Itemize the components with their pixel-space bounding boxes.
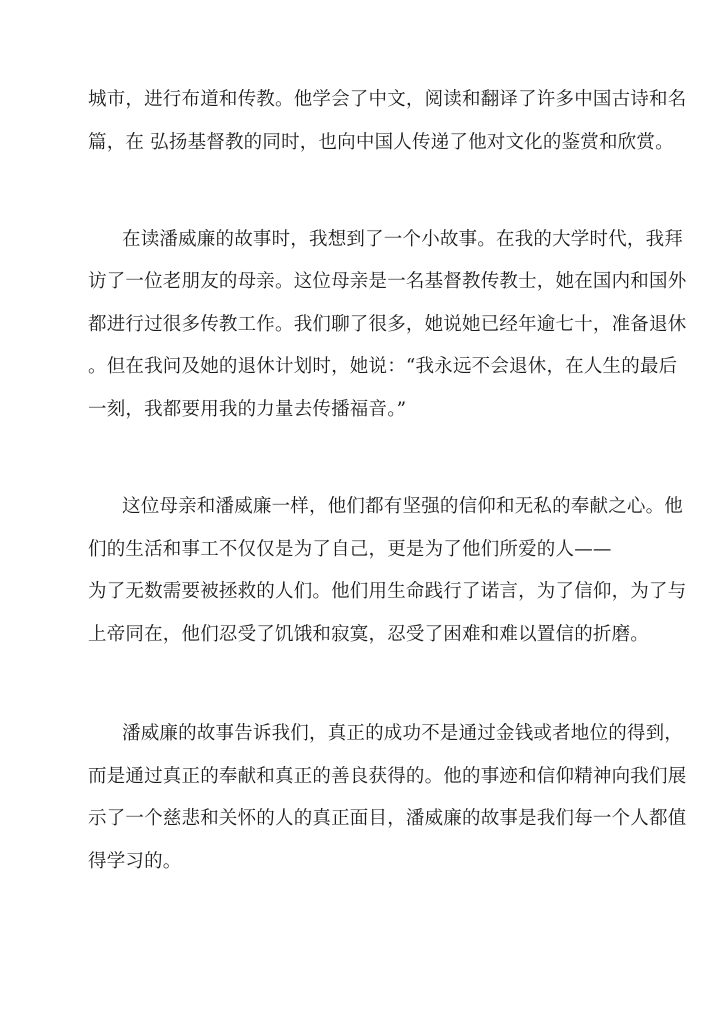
paragraph-3-line-4: 上帝同在，他们忍受了饥饿和寂寞，忍受了困难和难以置信的折磨。 [88, 624, 650, 645]
paragraph-3-line-2: 们的生活和事工不仅仅是为了自己，更是为了他们所爱的人—— [88, 539, 612, 560]
paragraph-4-line-3: 示了一个慈悲和关怀的人的真正面目，潘威廉的故事是我们每一个人都值 [88, 808, 687, 829]
paragraph-2-line-3: 都进行过很多传教工作。我们聊了很多，她说她已经年逾七十，准备退休 [88, 314, 687, 335]
paragraph-1-line-1: 城市，进行布道和传教。他学会了中文，阅读和翻译了许多中国古诗和名 [88, 89, 687, 110]
paragraph-4-line-2: 而是通过真正的奉献和真正的善良获得的。他的事迹和信仰精神向我们展 [88, 766, 687, 787]
paragraph-4-line-1: 潘威廉的故事告诉我们，真正的成功不是通过金钱或者地位的得到， [122, 723, 684, 744]
paragraph-4-line-4: 得学习的。 [88, 851, 182, 872]
paragraph-3-line-1: 这位母亲和潘威廉一样，他们都有坚强的信仰和无私的奉献之心。他 [122, 496, 684, 517]
paragraph-3-line-3: 为了无数需要被拯救的人们。他们用生命践行了诺言，为了信仰，为了与 [88, 581, 687, 602]
paragraph-2-line-2: 访了一位老朋友的母亲。这位母亲是一名基督教传教士，她在国内和国外 [88, 271, 687, 292]
paragraph-1-line-2: 篇，在 弘扬基督教的同时，也向中国人传递了他对文化的鉴赏和欣赏。 [88, 132, 674, 153]
paragraph-2-line-4: 。但在我问及她的退休计划时，她说：“我永远不会退休，在人生的最后 [88, 356, 678, 377]
paragraph-2-line-1: 在读潘威廉的故事时，我想到了一个小故事。在我的大学时代，我拜 [122, 229, 684, 250]
paragraph-2-line-5: 一刻，我都要用我的力量去传播福音。” [88, 399, 407, 420]
